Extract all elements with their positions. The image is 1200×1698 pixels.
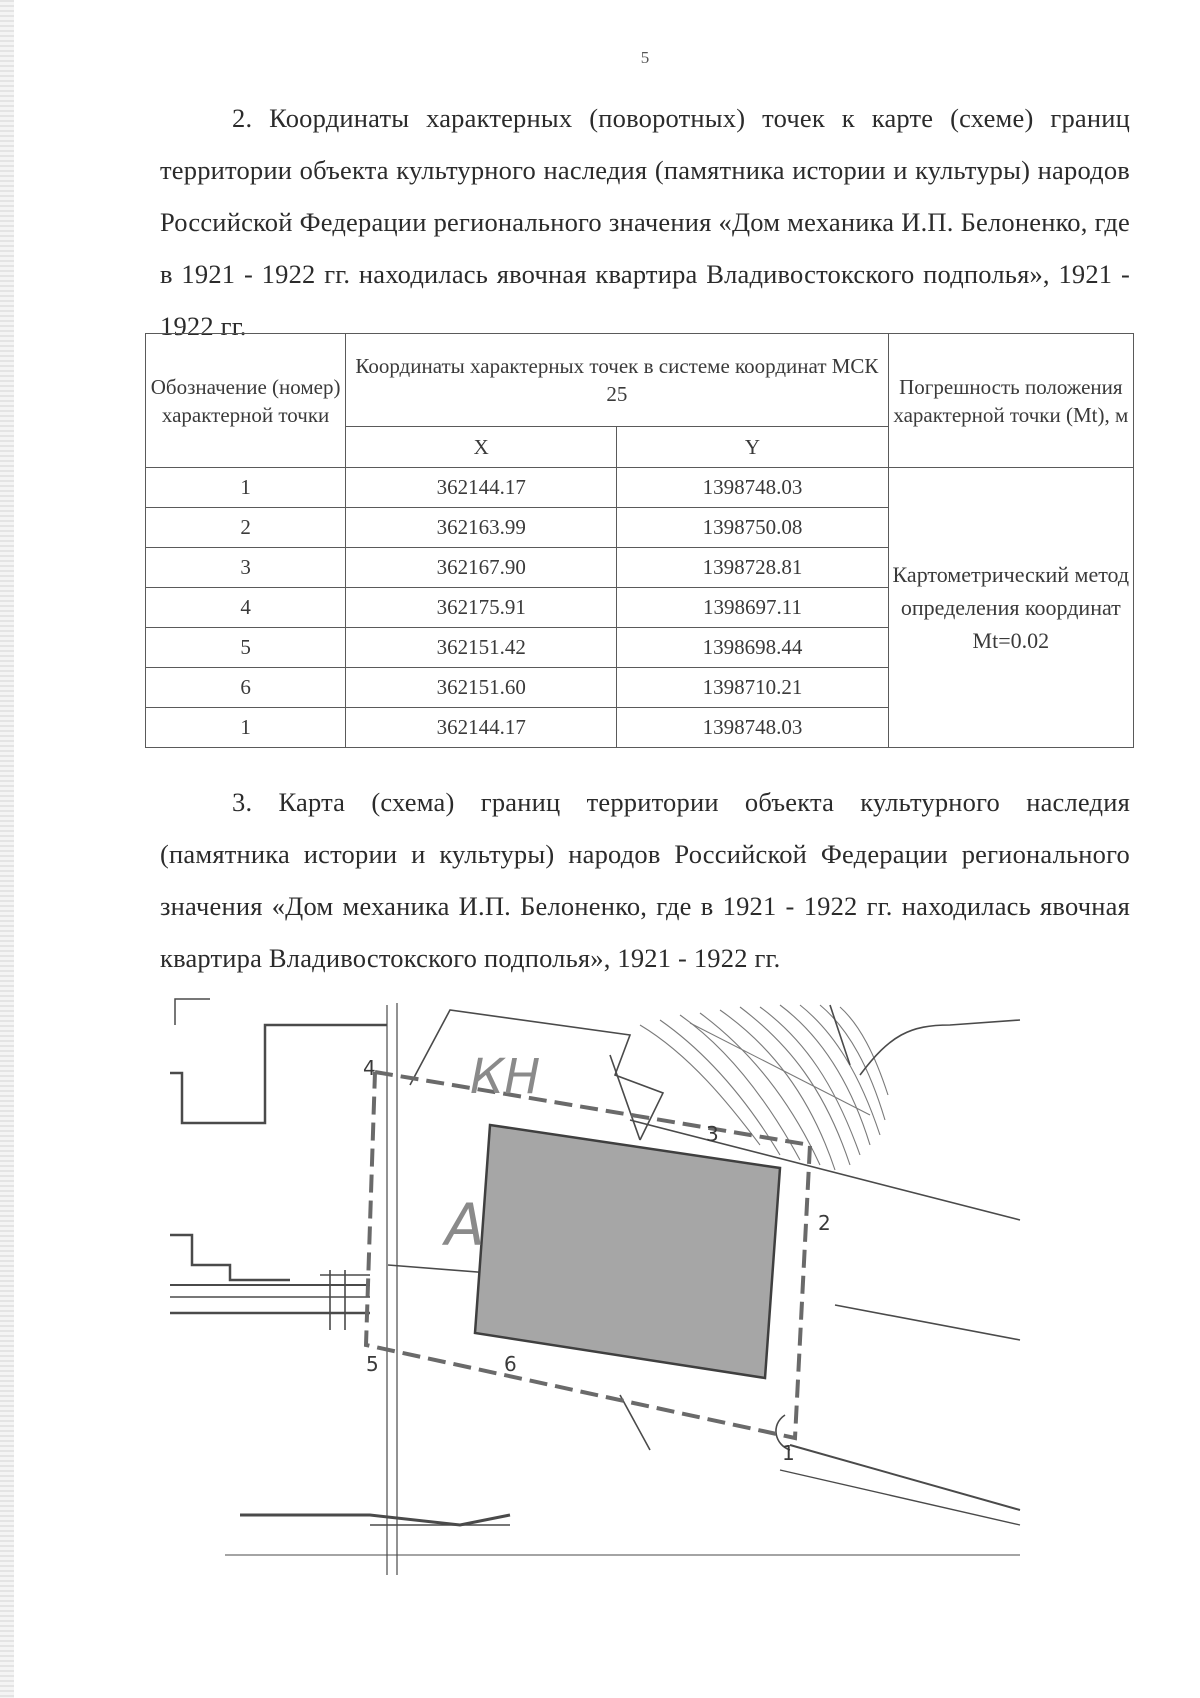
cell-x: 362144.17 xyxy=(346,468,617,508)
cell-x: 362151.42 xyxy=(346,628,617,668)
section-3-paragraph xyxy=(160,776,1130,984)
cell-y: 1398710.21 xyxy=(617,668,888,708)
map-label-zone: А xyxy=(445,1191,485,1259)
header-y: Y xyxy=(617,427,888,468)
cell-y: 1398750.08 xyxy=(617,508,888,548)
cell-x: 362163.99 xyxy=(346,508,617,548)
cell-x: 362151.60 xyxy=(346,668,617,708)
point-label-3: 3 xyxy=(706,1122,719,1146)
point-label-1: 1 xyxy=(782,1441,795,1465)
header-point-number: Обозначение (номер) характерной точки xyxy=(146,334,346,468)
section-3-text: 3. Карта (схема) границ территории объекта культурного наследия (памятника истории и культуры) народов Российской Федерации регионального значения «Дом механика И.П. Белоненко, где в 1921 - 1922 гг. находилась явочная квартира Владивостокского подполья», 1921 - 1922 гг. xyxy=(160,787,1130,973)
cell-point: 1 xyxy=(146,468,346,508)
cell-point: 1 xyxy=(146,708,346,748)
section-2-paragraph xyxy=(160,92,1130,352)
cell-point: 5 xyxy=(146,628,346,668)
cell-point: 2 xyxy=(146,508,346,548)
cell-x: 362175.91 xyxy=(346,588,617,628)
cell-point: 3 xyxy=(146,548,346,588)
cell-x: 362144.17 xyxy=(346,708,617,748)
cell-point: 4 xyxy=(146,588,346,628)
coordinates-table xyxy=(145,333,1134,748)
section-2-text: 2. Координаты характерных (поворотных) точек к карте (схеме) границ территории объекта культурного наследия (памятника истории и культуры) народов Российской Федерации регионального значения «Дом механика И.П. Белоненко, где в 1921 - 1922 гг. находилась явочная квартира Владивостокского подполья», 1921 - 1922 гг. xyxy=(160,103,1130,341)
point-label-2: 2 xyxy=(818,1211,831,1235)
point-label-4: 4 xyxy=(363,1056,376,1080)
cell-y: 1398748.03 xyxy=(617,468,888,508)
cell-y: 1398728.81 xyxy=(617,548,888,588)
header-coordinates: Координаты характерных точек в системе координат МСК 25 xyxy=(346,334,888,427)
table-row xyxy=(146,468,1134,508)
scan-edge xyxy=(0,0,14,1698)
cell-point: 6 xyxy=(146,668,346,708)
cell-y: 1398697.11 xyxy=(617,588,888,628)
boundary-map xyxy=(170,995,1120,1575)
cell-y: 1398748.03 xyxy=(617,708,888,748)
page-number: 5 xyxy=(640,48,650,67)
building-shape xyxy=(475,1125,780,1378)
point-label-5: 5 xyxy=(366,1352,379,1376)
map-label-kn: КН xyxy=(470,1049,541,1105)
cell-method: Картометрический метод определения координат Mt=0.02 xyxy=(888,468,1133,748)
cell-y: 1398698.44 xyxy=(617,628,888,668)
header-x: X xyxy=(346,427,617,468)
header-error: Погрешность положения характерной точки (Mt), м xyxy=(888,334,1133,468)
cell-x: 362167.90 xyxy=(346,548,617,588)
point-label-6: 6 xyxy=(504,1352,517,1376)
